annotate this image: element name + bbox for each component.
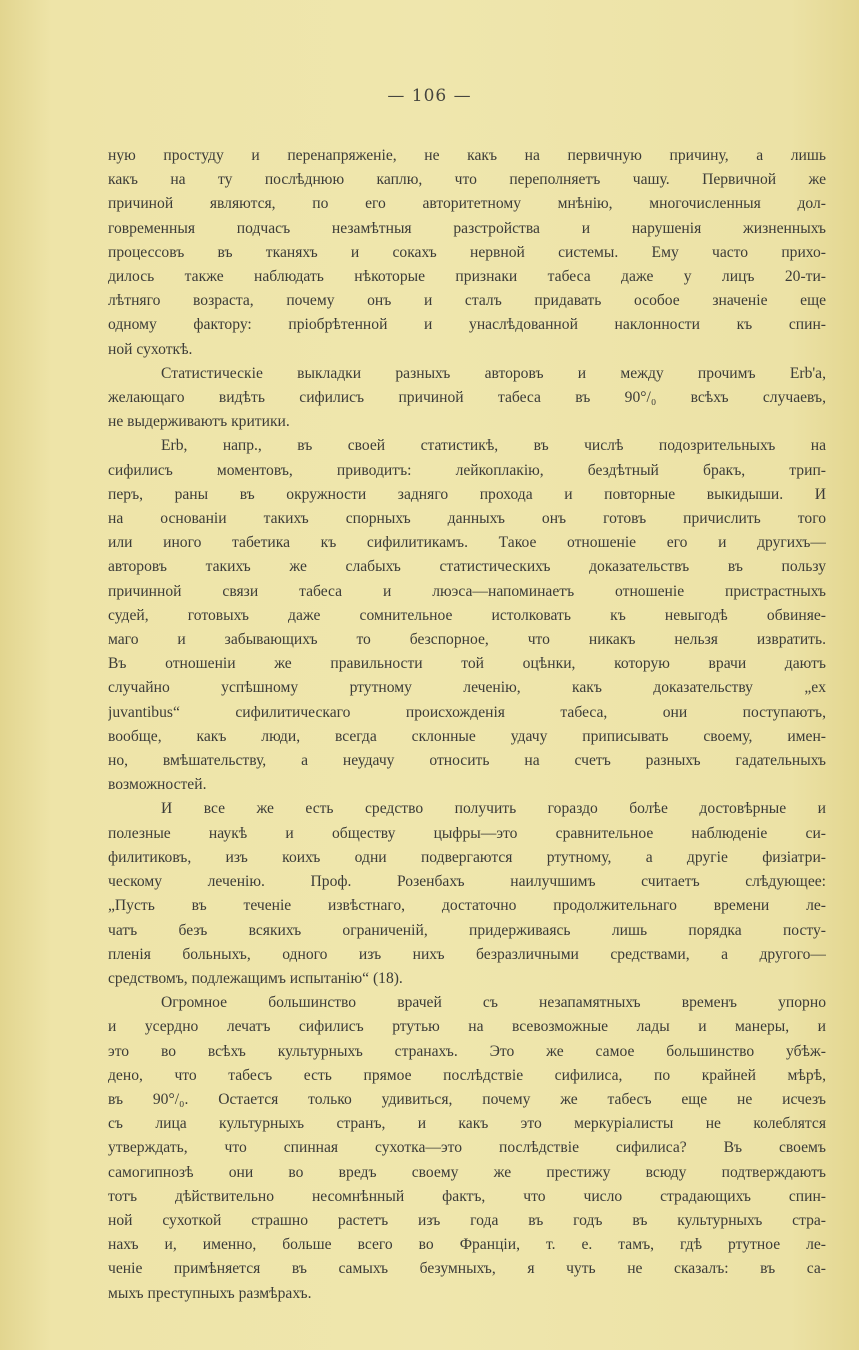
text-line: это во всѣхъ культурныхъ странахъ. Это же самое большинство убѣж-	[108, 1042, 826, 1060]
text-line: дено, что табесъ есть прямое послѣдствіе сифилиса, по крайней мѣрѣ,	[108, 1066, 826, 1084]
paragraph	[108, 362, 826, 435]
text-line: причинной связи табеса и люэса—напоминаетъ отношеніе пристрастныхъ	[108, 582, 826, 600]
paragraph	[108, 797, 826, 991]
text-line: чатъ безъ всякихъ ограниченій, придерживаясь лишь порядка посту-	[108, 921, 826, 939]
text-line: маго и забывающихъ то безспорное, что никакъ нельзя извратить.	[108, 631, 826, 649]
text-line: въ 90°/₀. Остается только удивиться, почему же табесъ еще не исчезъ	[108, 1090, 826, 1108]
text-line: сифилисъ моментовъ, приводитъ: лейкоплакію, бездѣтный бракъ, трип-	[108, 461, 826, 479]
text-line: И все же есть средство получить гораздо болѣе достовѣрные и	[161, 800, 826, 818]
text-line: желающаго видѣть сифилисъ причиной табеса въ 90°/₀ всѣхъ случаевъ,	[108, 389, 826, 407]
text-line: ченіе примѣняется въ самыхъ безумныхъ, я чуть не сказалъ: въ са-	[108, 1260, 826, 1278]
text-line: средствомъ, подлежащимъ испытанію“ (18).	[108, 969, 403, 987]
paragraph	[108, 991, 826, 1306]
text-line: ную простуду и перенапряженіе, не какъ на первичную причину, а лишь	[108, 147, 826, 164]
text-line: не выдерживаютъ критики.	[108, 413, 290, 431]
text-line: одному фактору: пріобрѣтенной и унаслѣдованной наклонности къ спин-	[108, 316, 826, 334]
text-line: дилось также наблюдать нѣкоторые признаки табеса даже у лицъ 20-ти-	[108, 268, 826, 286]
text-line: мыхъ преступныхъ размѣрахъ.	[108, 1284, 312, 1302]
text-line: Статистическіе выкладки разныхъ авторовъ и между прочимъ Erb'a,	[161, 364, 826, 382]
paragraph	[108, 434, 826, 797]
text-line: и усердно лечатъ сифилисъ ртутью на всевозможные лады и манеры, и	[108, 1018, 826, 1036]
text-line: причиной являются, по его авторитетному мнѣнію, многочисленныя дол-	[108, 195, 826, 213]
text-line: Огромное большинство врачей съ незапамятныхъ временъ упорно	[161, 994, 826, 1012]
text-line: случайно успѣшному ртутному леченію, какъ доказательству „ex	[108, 679, 826, 697]
text-line: авторовъ такихъ же слабыхъ статистическихъ доказательствъ въ пользу	[108, 558, 826, 576]
text-line: ческому леченію. Проф. Розенбахъ наилучшимъ считаетъ слѣдующее:	[108, 873, 826, 891]
text-line: или иного табетика къ сифилитикамъ. Такое отношеніе его и другихъ—	[108, 534, 826, 552]
text-line: самогипнозѣ они во вредъ своему же престижу всюду подтверждаютъ	[108, 1163, 826, 1181]
text-line: Erb, напр., въ своей статистикѣ, въ числѣ подозрительныхъ на	[161, 437, 826, 455]
text-line: перъ, раны въ окружности задняго прохода и повторные выкидыши. И	[108, 485, 826, 503]
text-line: „Пусть въ теченіе извѣстнаго, достаточно продолжительнаго времени ле-	[108, 897, 826, 915]
text-line: утверждать, что спинная сухотка—это послѣдствіе сифилиса? Въ своемъ	[108, 1139, 826, 1157]
text-line: возможностей.	[108, 776, 207, 794]
text-line: вообще, какъ люди, всегда склонные удачу приписывать своему, имен-	[108, 727, 826, 745]
text-line: полезные наукѣ и обществу цыфры—это сравнительное наблюденіе си-	[108, 824, 826, 842]
text-line: филитиковъ, изъ коихъ одни подвергаются ртутному, а другіе физіатри-	[108, 848, 826, 866]
text-line: нахъ и, именно, больше всего во Франціи, т. е. тамъ, гдѣ ртутное ле-	[108, 1236, 826, 1254]
text-line: пленія больныхъ, одного изъ нихъ безразличными средствами, а другого—	[108, 945, 826, 963]
text-line: но, вмѣшательству, а неудачу относить на счетъ разныхъ гадательныхъ	[108, 752, 826, 770]
text-line: говременныя подчасъ незамѣтныя разстройства и нарушенія жизненныхъ	[108, 219, 826, 237]
text-line: на основаніи такихъ спорныхъ данныхъ онъ готовъ причислить того	[108, 510, 826, 528]
text-line: ной сухоткой страшно растетъ изъ года въ годъ въ культурныхъ стра-	[108, 1211, 826, 1229]
text-line: Въ отношеніи же правильности той оцѣнки, которую врачи даютъ	[108, 655, 826, 673]
text-line: ной сухоткѣ.	[108, 340, 193, 358]
body-text	[108, 144, 826, 1306]
text-line: лѣтняго возраста, почему онъ и сталъ придавать особое значеніе еще	[108, 292, 826, 310]
text-line: съ лица культурныхъ странъ, и какъ это меркуріалисты не колеблятся	[108, 1115, 826, 1133]
text-line: тотъ дѣйствительно несомнѣнный фактъ, что число страдающихъ спин-	[108, 1187, 826, 1205]
text-line: судей, готовыхъ даже сомнительное истолковать къ невыгодѣ обвиняе-	[108, 606, 826, 624]
page-number: — 106 —	[387, 86, 472, 106]
text-line: какъ на ту послѣднюю каплю, что переполняетъ чашу. Первичной же	[108, 171, 826, 189]
paragraph	[108, 144, 826, 362]
text-line: juvantibus“ сифилитическаго происхожденія табеса, они поступаютъ,	[108, 703, 826, 721]
text-line: процессовъ въ тканяхъ и сокахъ нервной системы. Ему часто прихо-	[108, 243, 826, 261]
